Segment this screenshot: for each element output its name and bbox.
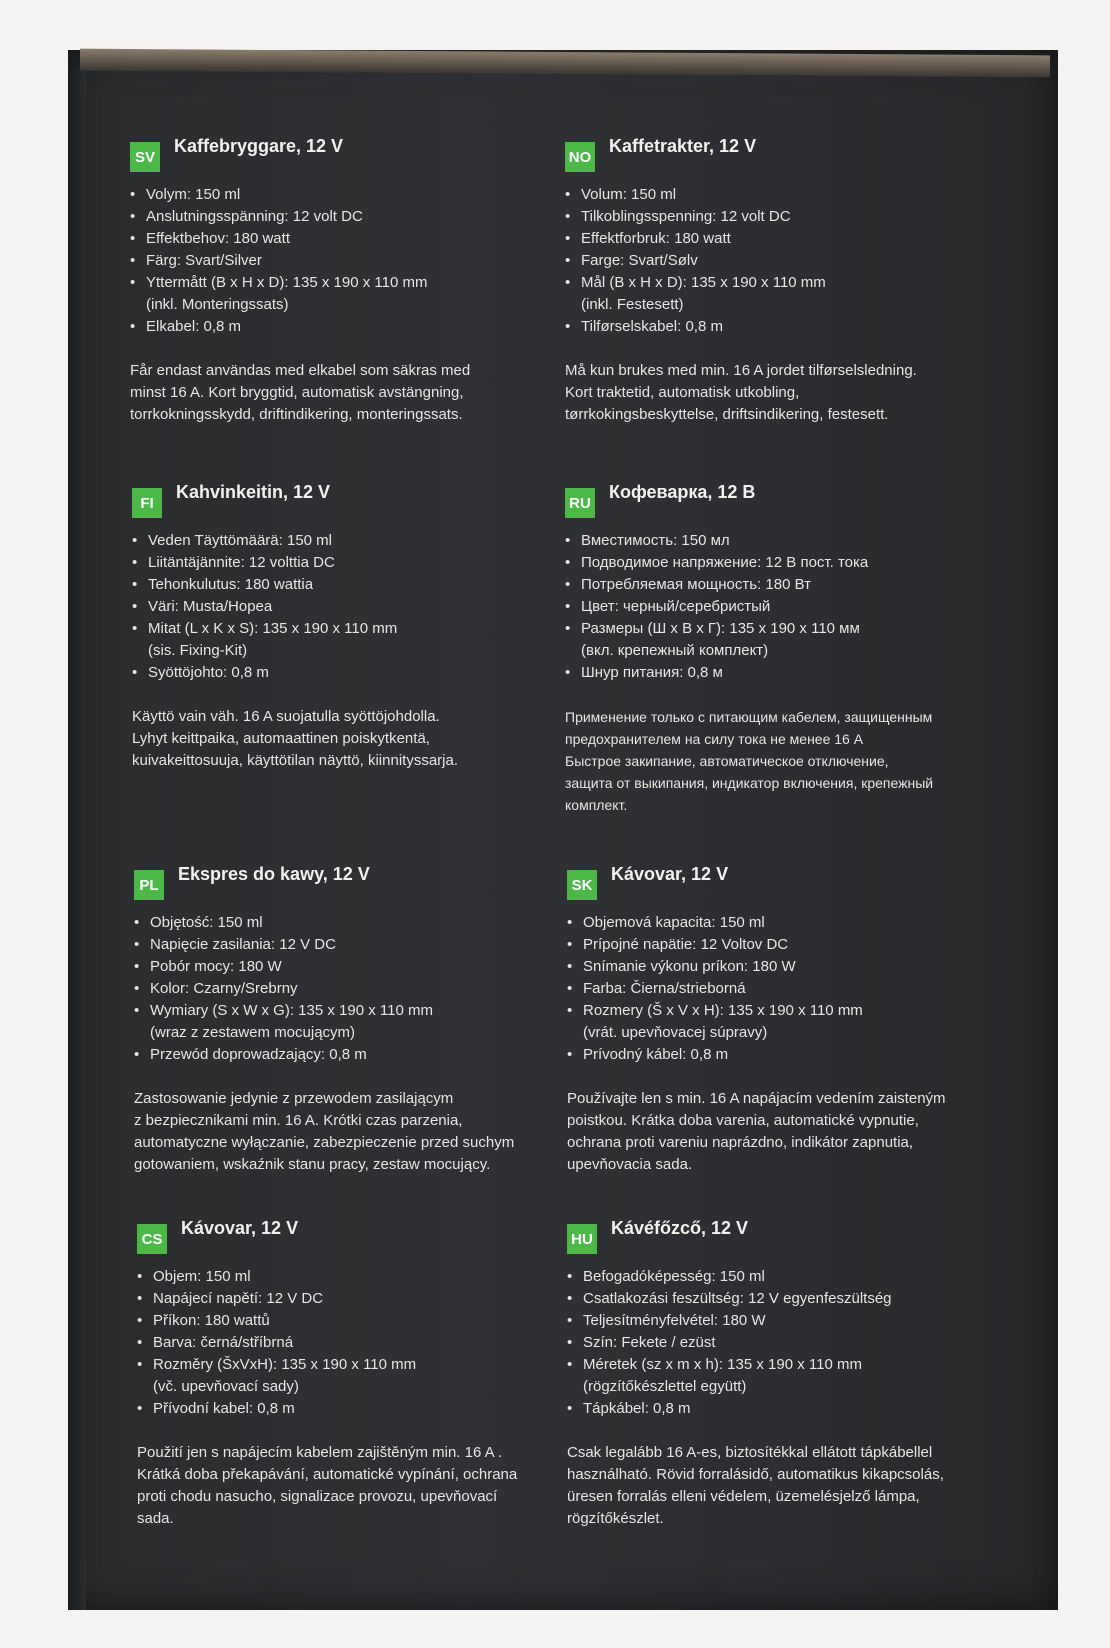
section-note: Käyttö vain väh. 16 A suojatulla syöttöjohdolla. Lyhyt keittpaika, automaattinen poiskytkentä, kuivakeittosuuja, käyttötilan näyttö, kiinnityssarja. [132, 708, 458, 769]
spec-list [134, 912, 574, 1066]
section-hu [567, 1218, 1007, 1530]
spec-list [565, 530, 1005, 684]
section-title: Kávovar, 12 V [611, 864, 729, 884]
section-title: Ekspres do kawy, 12 V [178, 864, 370, 884]
spec-item: • Effektforbruk: 180 watt [565, 228, 995, 250]
section-title: Kaffetrakter, 12 V [609, 136, 757, 156]
spec-item: • Yttermått (B x H x D): 135 x 190 x 110 mm (inkl. Monteringssats) [130, 272, 560, 316]
spec-item: • Anslutningsspänning: 12 volt DC [130, 206, 560, 228]
section-cs [137, 1218, 567, 1530]
section-title: Kávovar, 12 V [181, 1218, 299, 1238]
spec-item: • Napájecí napětí: 12 V DC [137, 1288, 567, 1310]
spec-item: • Вместимость: 150 мл [565, 530, 1005, 552]
spec-item: • Wymiary (S x W x G): 135 x 190 x 110 mm (wraz z zestawem mocującym) [134, 1000, 574, 1044]
section-no [565, 136, 995, 426]
section-pl [134, 864, 574, 1176]
spec-item: • Teljesítményfelvétel: 180 W [567, 1310, 1007, 1332]
spec-item: • Volym: 150 ml [130, 184, 560, 206]
spec-item: • Потребляемая мощность: 180 Вт [565, 574, 1005, 596]
section-note: Použití jen s napájecím kabelem zajištěným min. 16 A . Krátká doba překapávání, automatické vypínání, ochrana proti chodu nasucho, signalizace provozu, upevňovací sada. [137, 1444, 518, 1527]
language-badge-fi: FI [132, 488, 162, 518]
section-title: Кофеварка, 12 В [609, 482, 756, 502]
spec-item: • Veden Täyttömäärä: 150 ml [132, 530, 562, 552]
spec-item: • Příkon: 180 wattů [137, 1310, 567, 1332]
spec-item: • Pobór mocy: 180 W [134, 956, 574, 978]
spec-item: • Napięcie zasilania: 12 V DC [134, 934, 574, 956]
spec-item: • Tilkoblingsspenning: 12 volt DC [565, 206, 995, 228]
spec-item: • Цвет: черный/серебристый [565, 596, 1005, 618]
spec-list [565, 184, 995, 338]
spec-list [567, 912, 1007, 1066]
spec-item: • Liitäntäjännite: 12 volttia DC [132, 552, 562, 574]
section-title: Kahvinkeitin, 12 V [176, 482, 331, 502]
section-note: Používajte len s min. 16 A napájacím vedením zaisteným poistkou. Krátka doba varenia, automatické vypnutie, ochrana proti vareniu naprázdno, indikátor zapnutia, upevňovacia sada. [567, 1090, 946, 1173]
language-badge-no: NO [565, 142, 595, 172]
box-left-edge [68, 70, 86, 1610]
language-badge-pl: PL [134, 870, 164, 900]
language-badge-cs: CS [137, 1224, 167, 1254]
spec-item: • Přívodní kabel: 0,8 m [137, 1398, 567, 1420]
language-badge-sk: SK [567, 870, 597, 900]
spec-item: • Подводимое напряжение: 12 В пост. тока [565, 552, 1005, 574]
spec-item: • Méretek (sz x m x h): 135 x 190 x 110 mm (rögzítőkészlettel együtt) [567, 1354, 1007, 1398]
section-note: Må kun brukes med min. 16 A jordet tilførselsledning. Kort traktetid, automatisk utkobling, tørrkokingsbeskyttelse, driftsindikering, festesett. [565, 362, 917, 423]
spec-item: • Barva: černá/stříbrná [137, 1332, 567, 1354]
language-badge-hu: HU [567, 1224, 597, 1254]
spec-list [132, 530, 562, 684]
spec-item: • Befogadóképesség: 150 ml [567, 1266, 1007, 1288]
spec-item: • Kolor: Czarny/Srebrny [134, 978, 574, 1000]
spec-item: • Шнур питания: 0,8 м [565, 662, 1005, 684]
spec-item: • Размеры (Ш x В x Г): 135 x 190 x 110 мм (вкл. крепежный комплект) [565, 618, 1005, 662]
spec-item: • Volum: 150 ml [565, 184, 995, 206]
spec-item: • Farge: Svart/Sølv [565, 250, 995, 272]
spec-item: • Szín: Fekete / ezüst [567, 1332, 1007, 1354]
section-ru [565, 482, 1005, 816]
spec-item: • Mål (B x H x D): 135 x 190 x 110 mm (inkl. Festesett) [565, 272, 995, 316]
spec-item: • Rozměry (ŠxVxH): 135 x 190 x 110 mm (vč. upevňovací sady) [137, 1354, 567, 1398]
spec-item: • Tápkábel: 0,8 m [567, 1398, 1007, 1420]
spec-item: • Farba: Čierna/strieborná [567, 978, 1007, 1000]
section-note: Csak legalább 16 A-es, biztosítékkal ellátott tápkábellel használható. Rövid forralásidő, automatikus kikapcsolás, üresen forralás elleni védelem, üzemelésjelző lámpa, rögzítőkészlet. [567, 1444, 944, 1527]
spec-item: • Prípojné napätie: 12 Voltov DC [567, 934, 1007, 956]
spec-item: • Snímanie výkonu príkon: 180 W [567, 956, 1007, 978]
spec-item: • Syöttöjohto: 0,8 m [132, 662, 562, 684]
spec-item: • Effektbehov: 180 watt [130, 228, 560, 250]
spec-item: • Prívodný kábel: 0,8 m [567, 1044, 1007, 1066]
spec-list [137, 1266, 567, 1420]
spec-item: • Objętość: 150 ml [134, 912, 574, 934]
section-note: Zastosowanie jedynie z przewodem zasilającym z bezpiecznikami min. 16 A. Krótki czas parzenia, automatyczne wyłączanie, zabezpieczenie przed suchym gotowaniem, wskaźnik stanu pracy, zestaw mocujący. [134, 1090, 515, 1173]
spec-item: • Mitat (L x K x S): 135 x 190 x 110 mm (sis. Fixing-Kit) [132, 618, 562, 662]
spec-item: • Objem: 150 ml [137, 1266, 567, 1288]
section-title: Kaffebryggare, 12 V [174, 136, 344, 156]
section-sk [567, 864, 1007, 1176]
spec-list [567, 1266, 1007, 1420]
spec-item: • Csatlakozási feszültség: 12 V egyenfeszültség [567, 1288, 1007, 1310]
spec-item: • Rozmery (Š x V x H): 135 x 190 x 110 mm (vrát. upevňovacej súpravy) [567, 1000, 1007, 1044]
spec-item: • Tehonkulutus: 180 wattia [132, 574, 562, 596]
spec-item: • Elkabel: 0,8 m [130, 316, 560, 338]
section-note: Применение только с питающим кабелем, защищенным предохранителем на силу тока не менее 16 А Быстрое закипание, автоматическое отключение, защита от выкипания, индикатор включения, крепежный комплект. [565, 709, 934, 813]
section-sv [130, 136, 560, 426]
spec-item: • Tilførselskabel: 0,8 m [565, 316, 995, 338]
spec-item: • Objemová kapacita: 150 ml [567, 912, 1007, 934]
spec-item: • Väri: Musta/Hopea [132, 596, 562, 618]
language-badge-ru: RU [565, 488, 595, 518]
language-badge-sv: SV [130, 142, 160, 172]
spec-item: • Färg: Svart/Silver [130, 250, 560, 272]
section-title: Kávéfőzcő, 12 V [611, 1218, 749, 1238]
spec-list [130, 184, 560, 338]
spec-item: • Przewód doprowadzający: 0,8 m [134, 1044, 574, 1066]
section-note: Får endast användas med elkabel som säkras med minst 16 A. Kort bryggtid, automatisk avstängning, torrkokningsskydd, driftindikering, monteringssats. [130, 362, 471, 423]
section-fi [132, 482, 562, 772]
